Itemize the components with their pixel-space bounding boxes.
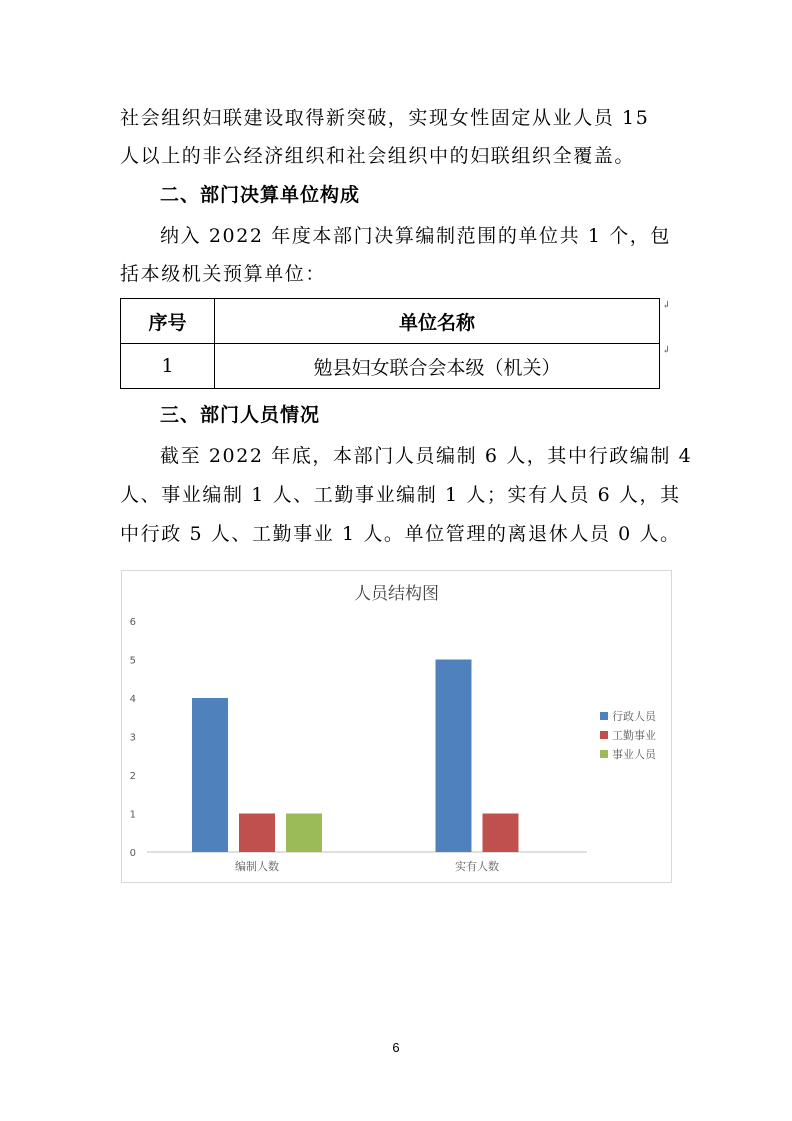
units-table [120,298,660,389]
legend-label: 工勤事业 [612,729,656,742]
bar-行政人员 [192,698,228,852]
table-header-index: 序号 [121,299,215,344]
x-category-label: 编制人数 [235,860,279,873]
chart-plot [122,571,671,882]
chart-title: 人员结构图 [354,584,439,604]
legend-label: 行政人员 [612,710,656,723]
paragraph-staff-line-2: 人、事业编制 1 人、工勤事业编制 1 人；实有人员 6 人，其 [120,484,681,506]
bar-工勤事业 [483,814,519,853]
cell-end-mark: ↲ [662,345,671,356]
staff-structure-chart [121,570,672,883]
page-number: 6 [392,1040,400,1055]
x-category-label: 实有人数 [455,860,499,873]
table-cell-index: 1 [121,344,215,389]
legend-swatch [600,712,608,720]
paragraph-intro-line-2: 人以上的非公经济组织和社会组织中的妇联组织全覆盖。 [120,145,636,167]
section-heading-staff: 三、部门人员情况 [160,404,321,426]
y-tick-label: 6 [129,617,136,628]
paragraph-intro-line-1: 社会组织妇联建设取得新突破，实现女性固定从业人员 15 [120,107,650,129]
y-tick-label: 5 [129,655,136,667]
legend-swatch [600,750,608,758]
paragraph-staff-line-1: 截至 2022 年底，本部门人员编制 6 人，其中行政编制 4 [160,445,693,467]
table-row [121,344,660,389]
bar-事业人员 [286,814,322,853]
y-tick-label: 2 [129,771,136,782]
paragraph-units-line-1: 纳入 2022 年度本部门决算编制范围的单位共 1 个，包 [160,225,672,247]
y-tick-label: 0 [129,848,136,859]
paragraph-staff-line-3: 中行政 5 人、工勤事业 1 人。单位管理的离退休人员 0 人。 [120,523,681,545]
paragraph-units-line-2: 括本级机关预算单位： [120,263,327,285]
y-tick-label: 1 [129,809,136,821]
table-header-row [121,299,660,344]
bar-行政人员 [436,660,472,853]
table-header-unit-name: 单位名称 [215,299,660,344]
section-heading-units: 二、部门决算单位构成 [160,184,361,206]
legend-label: 事业人员 [612,748,656,761]
legend-swatch [600,731,608,739]
y-tick-label: 4 [129,694,136,705]
bar-工勤事业 [239,814,275,853]
y-tick-label: 3 [129,732,136,744]
table-cell-unit-name: 勉县妇女联合会本级（机关） [215,344,660,389]
cell-end-mark: ↲ [662,300,671,311]
